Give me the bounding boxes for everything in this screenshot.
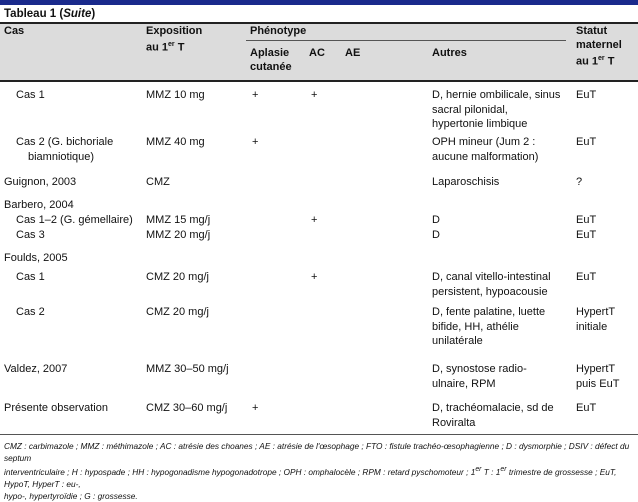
row-5-cas: Cas 3 (16, 229, 45, 241)
row-0-aplasie: + (252, 89, 259, 101)
row-10-aplasie: + (252, 402, 259, 414)
row-7-expo: CMZ 20 mg/j (146, 271, 209, 283)
row-2-cas: Guignon, 2003 (4, 176, 77, 188)
row-3-cas: Barbero, 2004 (4, 199, 74, 211)
table-bottom-rule (0, 434, 638, 435)
phenotype-rule (246, 40, 566, 41)
top-accent-bar (0, 0, 638, 5)
row-6-cas: Foulds, 2005 (4, 252, 68, 264)
row-2-autres: Laparoschisis (432, 176, 500, 188)
row-10-autres: D, trachéomalacie, sd de Roviralta (432, 402, 554, 429)
row-5-autres: D (432, 229, 440, 241)
row-1-autres: OPH mineur (Jum 2 : aucune malformation) (432, 136, 539, 163)
header-exposition: Exposition au 1er T (146, 25, 203, 54)
row-7-statut: EuT (576, 271, 597, 283)
row-4-cas: Cas 1–2 (G. gémellaire) (16, 214, 133, 226)
row-7-ac: + (311, 271, 318, 283)
row-9-cas: Valdez, 2007 (4, 363, 68, 375)
header-cas: Cas (4, 25, 25, 37)
row-4-ac: + (311, 214, 318, 226)
header-top-rule (0, 22, 638, 24)
row-4-expo: MMZ 15 mg/j (146, 214, 211, 226)
row-1-aplasie: + (252, 136, 259, 148)
row-8-statut: HypertT initiale (576, 306, 616, 333)
row-4-statut: EuT (576, 214, 597, 226)
row-4-autres: D (432, 214, 440, 226)
row-1-expo: MMZ 40 mg (146, 136, 205, 148)
row-0-autres: D, hernie ombilicale, sinus sacral pilonidal, hypertonie limbique (432, 89, 561, 130)
row-9-expo: MMZ 30–50 mg/j (146, 363, 229, 375)
table-title: Tableau 1 (Suite) (4, 8, 96, 20)
row-10-expo: CMZ 30–60 mg/j (146, 402, 228, 414)
row-5-statut: EuT (576, 229, 597, 241)
row-2-statut: ? (576, 176, 583, 188)
header-autres: Autres (432, 47, 467, 59)
header-ac: AC (309, 47, 325, 59)
row-7-cas: Cas 1 (16, 271, 45, 283)
row-1-statut: EuT (576, 136, 597, 148)
row-0-ac: + (311, 89, 318, 101)
header-phenotype: Phénotype (250, 25, 307, 37)
row-8-cas: Cas 2 (16, 306, 45, 318)
row-9-statut: HypertT puis EuT (576, 363, 620, 390)
row-7-autres: D, canal vitello-intestinal persistent, hypoacousie (432, 271, 551, 298)
row-8-expo: CMZ 20 mg/j (146, 306, 209, 318)
header-statut: Statut maternel au 1er T (576, 25, 622, 68)
row-10-cas: Présente observation (4, 402, 108, 414)
row-9-autres: D, synostose radio- ulnaire, RPM (432, 363, 527, 390)
header-bottom-rule (0, 80, 638, 82)
row-0-cas: Cas 1 (16, 89, 45, 101)
row-2-expo: CMZ (146, 176, 170, 188)
header-aplasie: Aplasie cutanée (250, 47, 292, 73)
row-5-expo: MMZ 20 mg/j (146, 229, 211, 241)
row-10-statut: EuT (576, 402, 597, 414)
row-0-expo: MMZ 10 mg (146, 89, 205, 101)
row-8-autres: D, fente palatine, luette bifide, HH, athélie unilatérale (432, 306, 546, 347)
row-1-cas: Cas 2 (G. bichoriale biamniotique) (16, 136, 114, 163)
row-0-statut: EuT (576, 89, 597, 101)
header-ae: AE (345, 47, 361, 59)
table-footnote: CMZ : carbimazole ; MMZ : méthimazole ; AC : atrésie des choanes ; AE : atrésie de l'œsophage ; FTO : fistule trachéo-œsophagienne ; D : dysmorphie ; DSIV : défect du septum interventriculaire ; H : hypospade ; HH : hypogonadisme hypogonadotrope ; OPH : omphalocèle ; RPM : retard pyschomoteur ; 1er T : 1er trimestre de grossesse ; EuT, HypoT, HyperT : eu-, hypo-, hypertyroïdie ; G : grossesse. (4, 441, 630, 501)
